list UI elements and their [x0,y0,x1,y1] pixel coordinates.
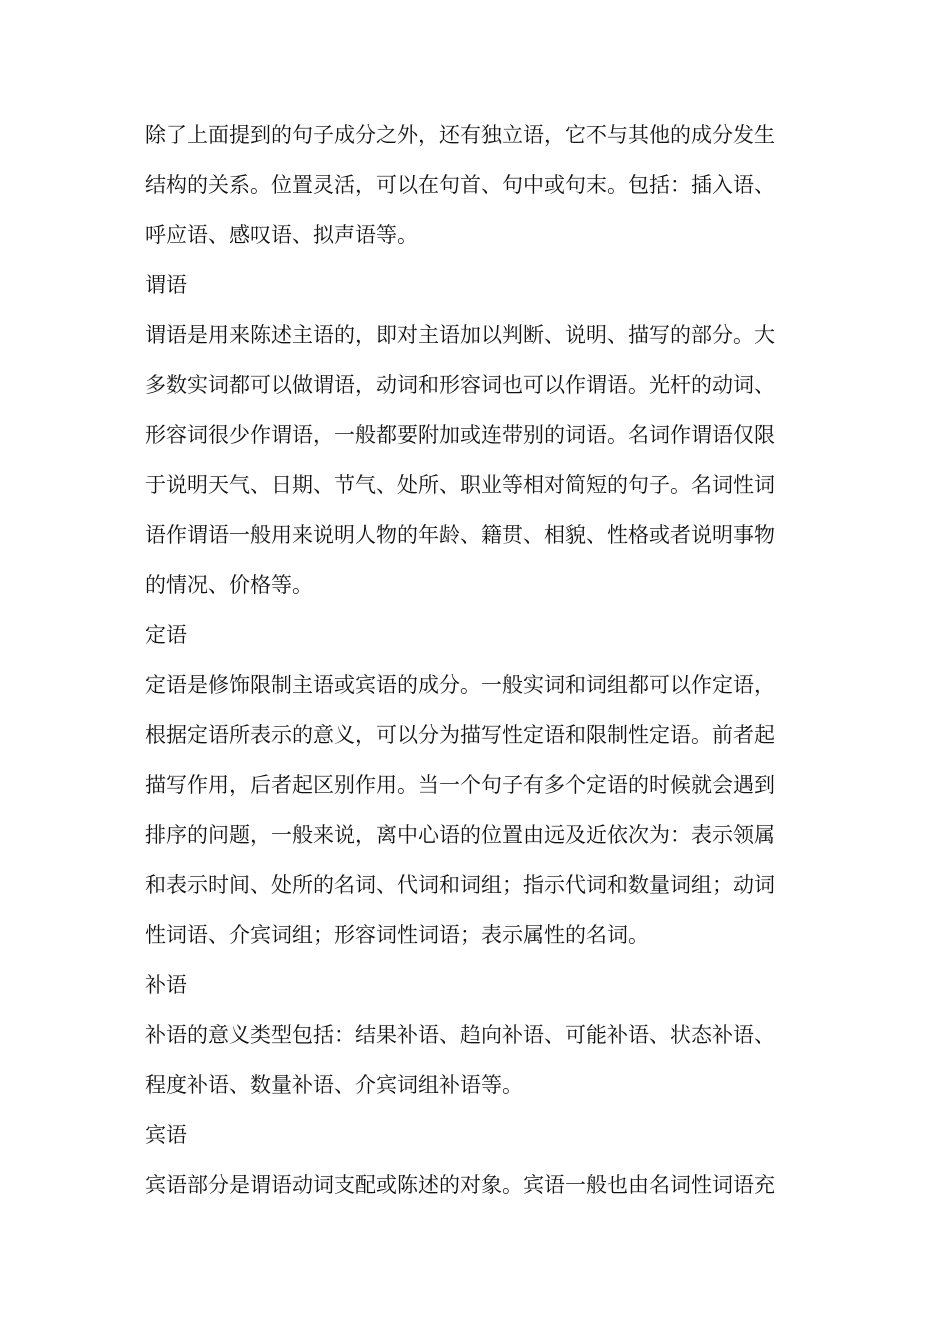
object-paragraph [145,1160,810,1210]
paragraph-line: 形容词很少作谓语，一般都要附加或连带别的词语。名词作谓语仅限 [145,423,775,447]
heading-complement: 补语 [145,973,187,997]
paragraph-line: 于说明天气、日期、节气、处所、职业等相对简短的句子。名词性词 [145,473,775,497]
paragraph-line: 语作谓语一般用来说明人物的年龄、籍贯、相貌、性格或者说明事物 [145,523,775,547]
paragraph-line: 宾语部分是谓语动词支配或陈述的对象。宾语一般也由名词性词语充 [145,1173,775,1197]
paragraph-line: 的情况、价格等。 [145,573,313,597]
heading-predicate: 谓语 [145,273,187,297]
document-page [145,110,810,1210]
heading-attributive: 定语 [145,623,187,647]
paragraph-line: 定语是修饰限制主语或宾语的成分。一般实词和词组都可以作定语， [145,673,775,697]
paragraph-line: 性词语、介宾词组；形容词性词语；表示属性的名词。 [145,923,649,947]
attributive-paragraph [145,660,810,960]
paragraph-line: 谓语是用来陈述主语的，即对主语加以判断、说明、描写的部分。大 [145,323,775,347]
paragraph-line: 和表示时间、处所的名词、代词和词组；指示代词和数量词组；动词 [145,873,775,897]
complement-paragraph [145,1010,810,1110]
heading-object: 宾语 [145,1123,187,1147]
paragraph-line: 排序的问题，一般来说，离中心语的位置由远及近依次为：表示领属 [145,823,775,847]
intro-paragraph [145,110,810,260]
paragraph-line: 补语的意义类型包括：结果补语、趋向补语、可能补语、状态补语、 [145,1023,775,1047]
predicate-paragraph [145,310,810,610]
paragraph-line: 根据定语所表示的意义，可以分为描写性定语和限制性定语。前者起 [145,723,775,747]
paragraph-line: 程度补语、数量补语、介宾词组补语等。 [145,1073,523,1097]
paragraph-line: 描写作用，后者起区别作用。当一个句子有多个定语的时候就会遇到 [145,773,775,797]
paragraph-line: 呼应语、感叹语、拟声语等。 [145,223,418,247]
paragraph-line: 结构的关系。位置灵活，可以在句首、句中或句末。包括：插入语、 [145,173,775,197]
paragraph-line: 除了上面提到的句子成分之外，还有独立语，它不与其他的成分发生 [145,123,775,147]
paragraph-line: 多数实词都可以做谓语，动词和形容词也可以作谓语。光杆的动词、 [145,373,775,397]
